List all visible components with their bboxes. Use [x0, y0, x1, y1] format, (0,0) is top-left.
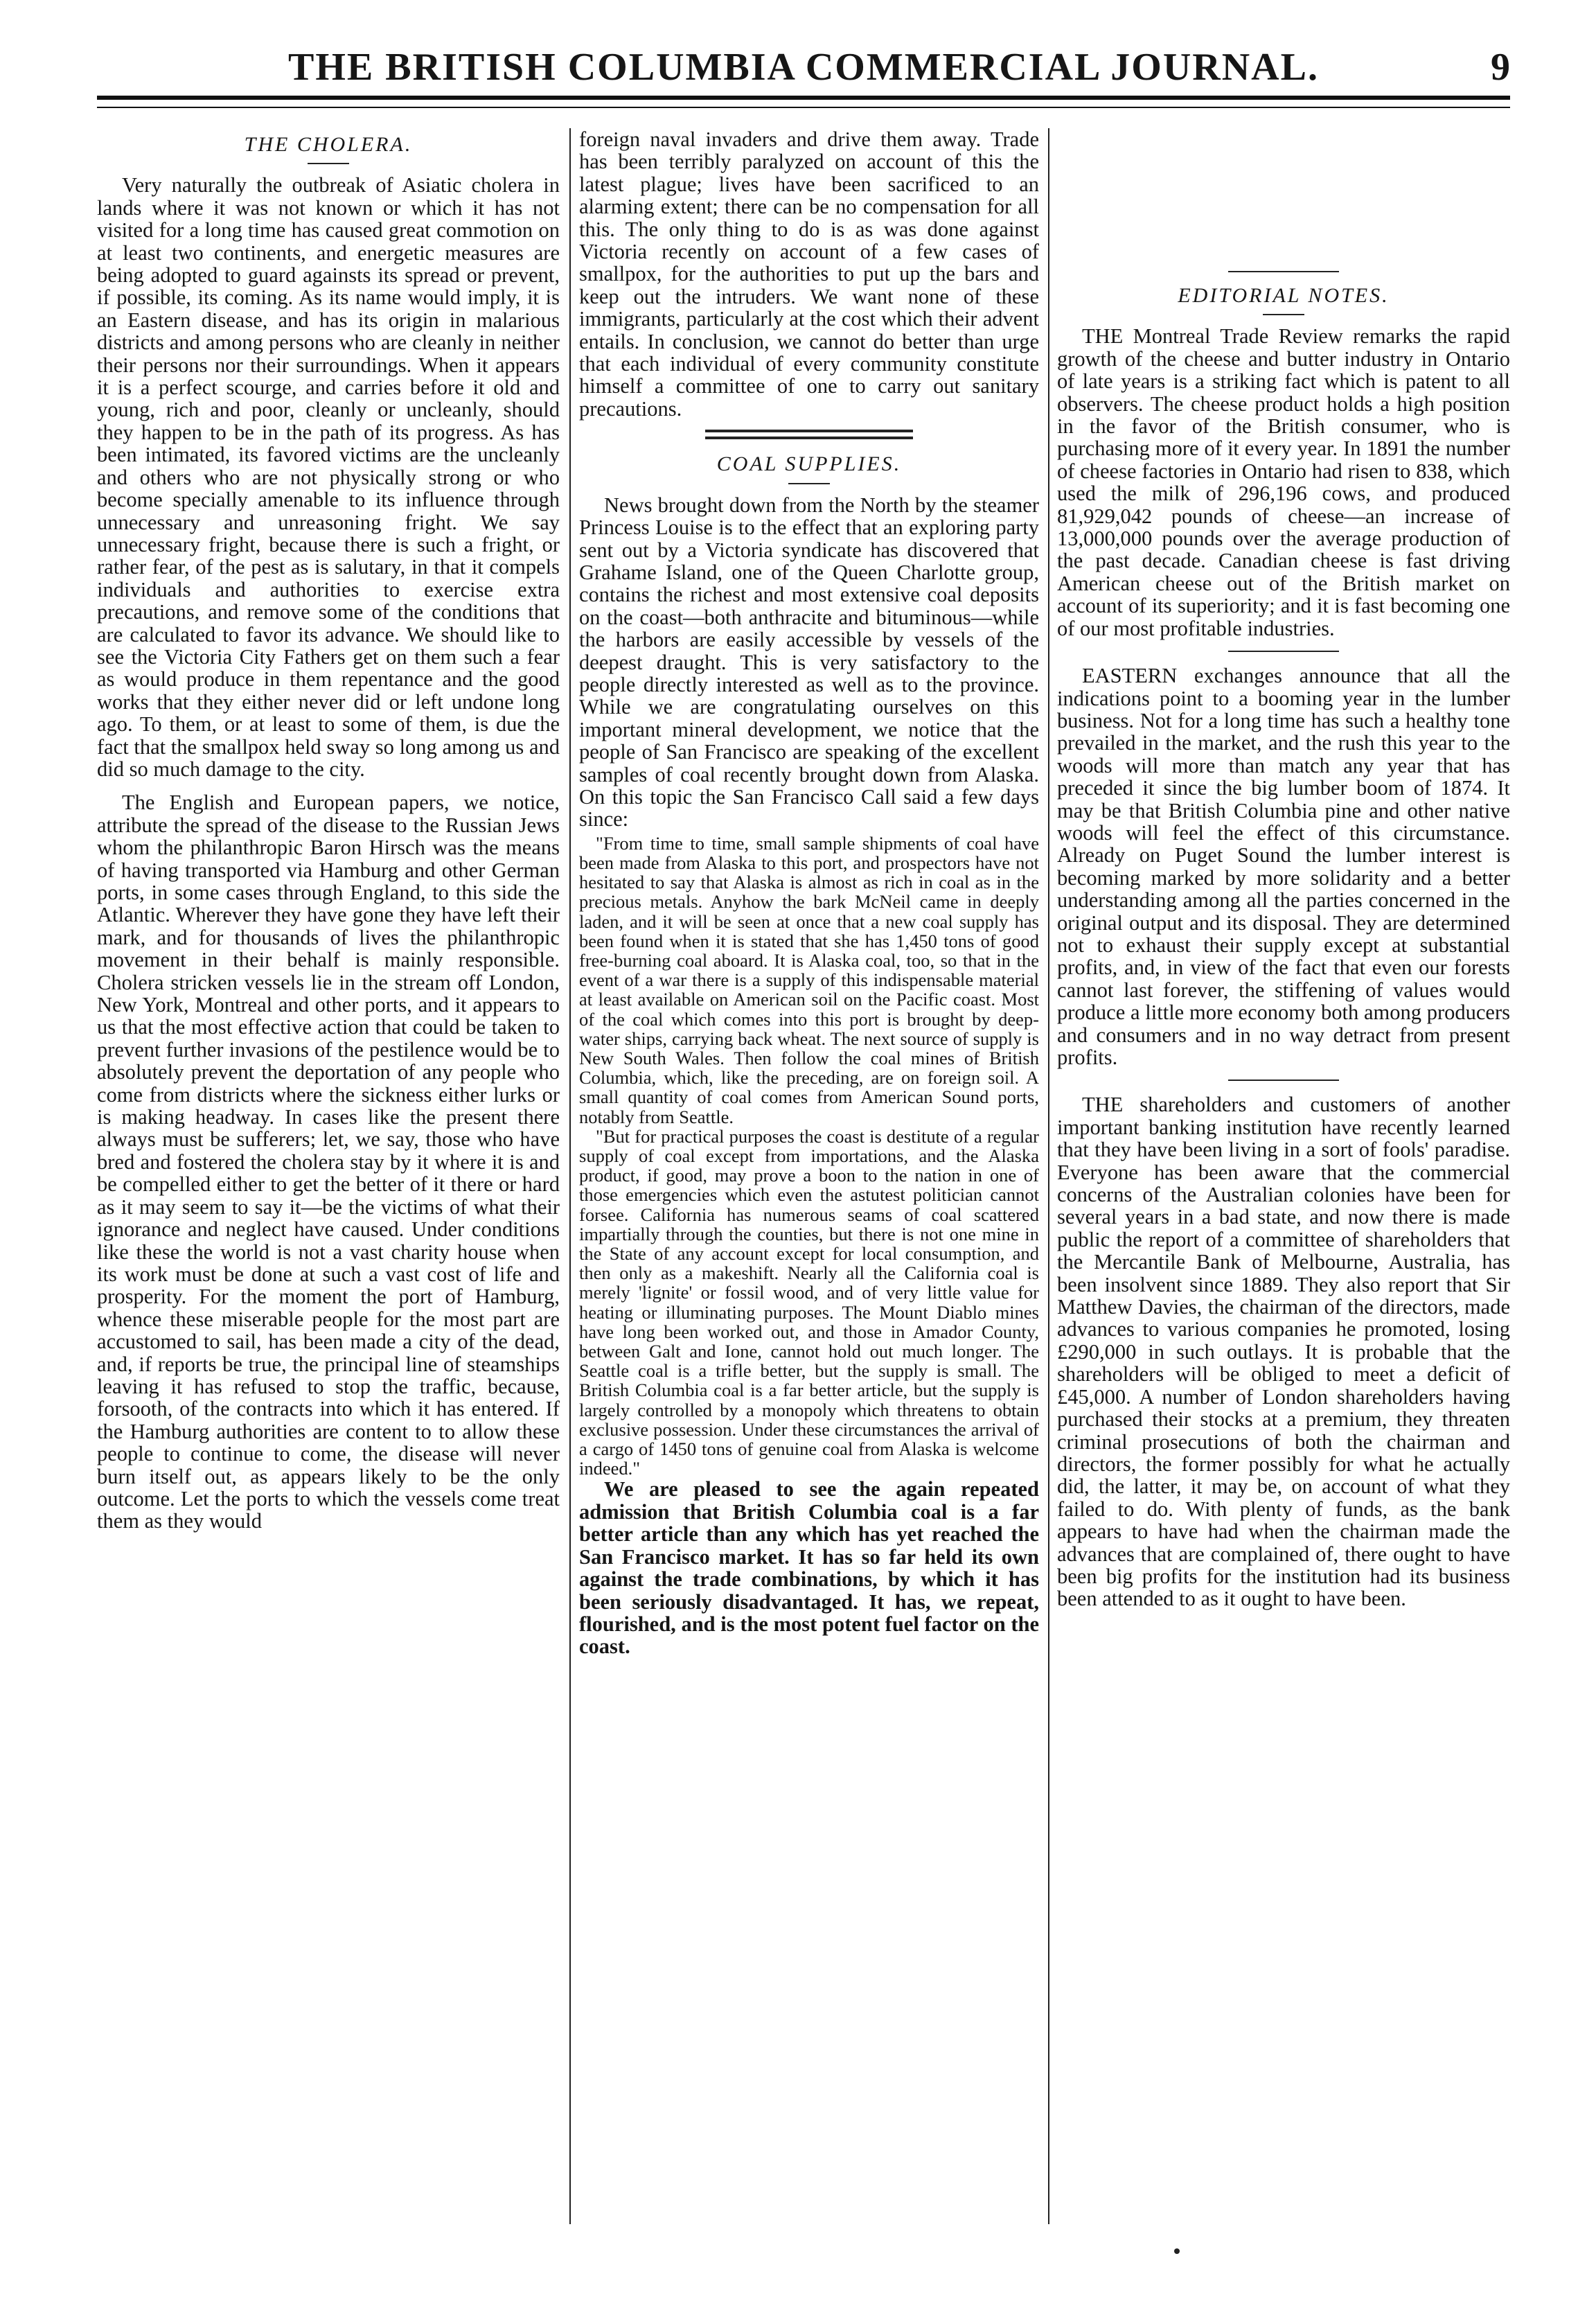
page-speck [1174, 2248, 1180, 2254]
article-heading-cholera: THE CHOLERA. [244, 133, 413, 156]
editorial-note: THE Montreal Trade Review remarks the rapid growth of the cheese and butter industry in Ontario of late years is a striking fact which is patent to all observers. The cheese product holds a high position in the favor of the British consumer, who is purchasing more of it every year. In 1891 the number of cheese factories in Ontario had risen to 838, which used the milk of 296,196 cows, and produced 81,929,042 pounds of cheese—an increase of 13,000,000 pounds over the average production of the past decade. Canadian cheese is fast driving American cheese out of the British market on account of its superiority; and it is fast becoming one of our most profitable industries. [1057, 324, 1510, 640]
article-paragraph: foreign naval invaders and drive them away. Trade has been terribly paralyzed on account of this the latest plague; lives have been sacrificed to an alarming extent; there can be no compensation for all this. The only thing to do is as was done against Victoria recently on account of a few cases of smallpox, for the authorities to put up the bars and keep out the intruders. We want none of these immigrants, particularly at the cost which their advent entails. In conclusion, we cannot do better than urge that each individual of every community constitute himself a committee of one to carry out sanitary precautions. [579, 128, 1039, 421]
note-separator [1228, 651, 1339, 652]
column-divider [569, 128, 571, 2224]
page-header [97, 38, 1510, 100]
article-paragraph: We are pleased to see the again repeated admission that British Columbia coal is a far better article than any which has yet reached the San Francisco market. It has so far held its own against the trade combinations, by which it has been seriously disadvantaged. It has, we repeat, flourished, and is the most potent fuel factor on the coast. [579, 1477, 1039, 1659]
article-paragraph: The English and European papers, we notice, attribute the spread of the disease to the Russian Jews whom the philanthropic Baron Hirsch was the means of having transported via Hamburg and other German ports, in some cases through England, to this side the Atlantic. Wherever they have gone they have left their mark, and for thousands of lives the philanthropic movement in their behalf is mainly responsible. Cholera stricken vessels lie in the stream off London, New York, Montreal and other ports, and it appears to us that the most effective action that could be taken to prevent further invasions of the pestilence would be to absolutely prevent the deportation of any people who come from districts where the sickness either lurks or is making headway. In cases like the present there always must be sufferers; let, we say, those who have bred and fostered the cholera stay by it where it is and be compelled either to get the better of it there or hard as it may seem to say it—be the victims of what their ignorance and neglect have caused. Under conditions like these the world is not a vast charity house when its work must be done at such a vast cost of life and prosperity. For the moment the port of Hamburg, whence these miserable people for the most part are accustomed to sail, has been made a city of the dead, and, if reports be true, the principal line of steamships leaving it has refused to stop the traffic, because, forsooth, of the contracts into which it has entered. If the Hamburg authorities are content to to allow these people to continue to come, the disease will never burn itself out, as appears likely to be the only outcome. Let the ports to which the vessels come treat them as they would [97, 791, 560, 1533]
heading-rule [1263, 314, 1304, 315]
article-heading-editorial: EDITORIAL NOTES. [1178, 284, 1390, 307]
page-number: 9 [1491, 46, 1510, 89]
note-separator [1228, 1080, 1339, 1081]
header-rule [97, 96, 1510, 100]
header-rule-thin [97, 107, 1510, 108]
editorial-note: EASTERN exchanges announce that all the indications point to a booming year in the lumber business. Not for a long time has such a healthy tone prevailed in the market, and the rush this year to the woods will more than match any year that has preceded it since the big lumber boom of 1874. It may be that British Columbia pine and other native woods will feel the effect of this circumstance. Already on Puget Sound the lumber interest is becoming marked by more solidarity and a better understanding among all the parties concerned in the original output and its disposal. They are determined not to exhaust their supply except at substantial profits, and, in view of the fact that even our forests cannot last forever, the stiffening of values would produce a little more economy both among producers and consumers and in no way detract from present profits. [1057, 664, 1510, 1069]
journal-title: THE BRITISH COLUMBIA COMMERCIAL JOURNAL. [288, 46, 1319, 89]
article-separator [1228, 271, 1339, 272]
column-middle [579, 128, 1039, 2276]
article-separator [705, 430, 913, 439]
heading-rule [308, 163, 349, 164]
article-paragraph: News brought down from the North by the steamer Princess Louise is to the effect that an exploring party sent out by a Victoria syndicate has discovered that Grahame Island, one of the Queen Charlotte group, contains the richest and most extensive coal deposits on the coast—both anthracite and bituminous—while the harbors are easily accessible by vessels of the deepest draught. This is very satisfactory to the people directly interested as well as to the province. While we are congratulating ourselves on this important mineral development, we notice that the people of San Francisco are speaking of the excellent samples of coal recently brought down from Alaska. On this topic the San Francisco Call said a few days since: [579, 493, 1039, 831]
editorial-note: THE shareholders and customers of another important banking institution have recently learned that they have been living in a sort of fools' paradise. Everyone has been aware that the commercial concerns of the Australian colonies have been for several years in a bad state, and now there is made public the report of a committee of shareholders that the Mercantile Bank of Melbourne, Australia, has been insolvent since 1889. They also report that Sir Matthew Davies, the chairman of the directors, made advances to various companies he promoted, losing £290,000 in such outlays. It is probable that the shareholders will be obliged to meet a deficit of £45,000. A number of London shareholders having purchased their stocks at a premium, they threaten criminal prosecutions of both the chairman and directors, the former possibly for what he actually did, the latter, it may be, on account of what they failed to do. With plenty of funds, as the bank appears to have had when the chairman made the advances that are complained of, there ought to have been big profits for the institution had its business been attended to as it ought to have been. [1057, 1093, 1510, 1611]
quote-paragraph: "But for practical purposes the coast is destitute of a regular supply of coal except from importations, and the Alaska product, if good, may prove a boon to the nation in one of those emergencies which even the astutest politician cannot forsee. California has numerous seams of coal scattered impartially through the counties, but there is not one mine in the State of any account except for local consumption, and then only as a makeshift. Nearly all the California coal is merely 'lignite' or fossil wood, and of very little value for heating or illuminating purposes. The Mount Diablo mines have long been worked out, and those in Amador County, between Galt and Ione, cannot hold out much longer. The Seattle coal is a trifle better, but the supply is small. The British Columbia coal is a far better article, but the supply is largely controlled by a monopoly which threatens to obtain exclusive possession. Under these circumstances the arrival of a cargo of 1450 tons of genuine coal from Alaska is welcome indeed." [579, 1125, 1039, 1479]
article-heading-coal: COAL SUPPLIES. [716, 452, 902, 476]
article-paragraph: Very naturally the outbreak of Asiatic cholera in lands where it was not known or which it has not visited for a long time has caused great commotion on at least two continents, and energetic measures are being adopted to guard againsts its spread or prevent, if possible, its coming. As its name would imply, it is an Eastern disease, and has its origin in malarious districts and among persons who are cleanly in neither their persons nor their surroundings. When it appears it is a perfect scourge, and carries before it old and young, rich and poor, cleanly or uncleanly, should they happen to be in the path of its progress. As has been intimated, its favored victims are the uncleanly and others who are not physically strong or who become specially amenable to its influence through unnecessary and unreasoning fright. We say unnecessary fright, because there is such a fright, or rather fear, of the pest as is salutary, in that it compels individuals and authorities to exercise extra precautions, and remove some of the conditions that are calculated to favor its advance. We should like to see the Victoria City Fathers get on them such a fear as would produce in them repentance and the good works that they either never did or left undone long ago. To them, or at least to some of them, is due the fact that the smallpox held sway so long among us and did so much damage to the city. [97, 173, 560, 781]
column-divider [1048, 128, 1049, 2224]
quoted-passage [579, 834, 1039, 1479]
quote-paragraph: "From time to time, small sample shipments of coal have been made from Alaska to this port, and prospectors have not hesitated to say that Alaska is almost as rich in coal as in the precious metals. Anyhow the bark McNeil came in deeply laden, and it will be seen at once that a new coal supply has been found when it is stated that she has 1,450 tons of good free-burning coal aboard. It is Alaska coal, too, so that in the event of a war there is a supply of this indispensable material at least available on American soil on the Pacific coast. Most of the coal which comes into this port is brought by deep-water ships, carrying back wheat. The next source of supply is New South Wales. Then follow the coal mines of British Columbia, which, like the preceding, are on foreign soil. A small quantity of coal comes from American Sound ports, notably from Seattle. [579, 832, 1039, 1127]
heading-rule [788, 483, 830, 484]
column-left [97, 128, 560, 2276]
column-right [1057, 128, 1510, 2276]
